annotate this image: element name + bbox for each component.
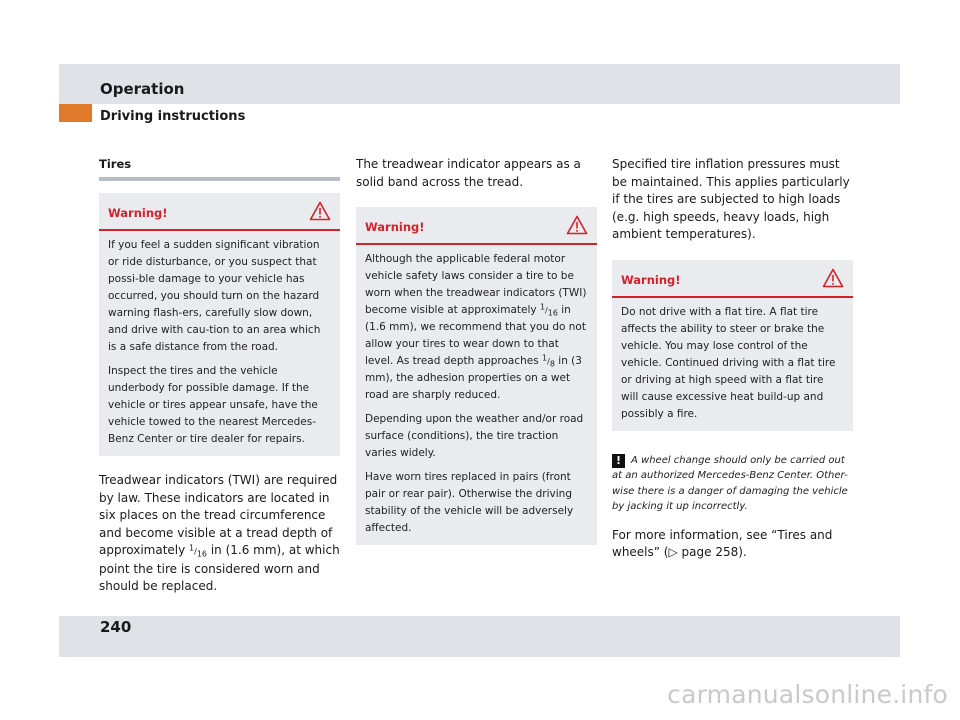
subsection-title: Driving instructions — [100, 109, 246, 124]
treadwear-intro: The treadwear indicator appears as a solid band across the tread. — [356, 157, 581, 189]
warning-text: in (3 mm), the adhesion properties on a wet road are sharply reduced. — [365, 355, 582, 401]
arrow-right-icon: ▷ — [668, 545, 678, 559]
more-info-text: For more information, see “Tires and wheels” ( — [612, 527, 833, 559]
exclamation-icon: ! — [612, 454, 625, 468]
column-1 — [99, 150, 340, 596]
fraction-denominator: 8 — [549, 359, 555, 369]
page-reference-link[interactable]: page 258 — [677, 545, 739, 559]
watermark: carmanualsonline.info — [667, 680, 948, 709]
warning-text: Although the applicable federal motor vehicle safety laws consider a tire to be worn when the treadwear indicators (TWI) become visible at approximately — [365, 253, 587, 316]
warning-box-vibration — [99, 193, 340, 456]
fraction-slash: / — [545, 306, 548, 315]
warning-header — [356, 207, 597, 245]
fraction — [539, 302, 558, 318]
warning-box-flat-tire — [612, 260, 853, 431]
warning-box-tread — [356, 207, 597, 545]
fraction-denominator: 16 — [547, 308, 558, 318]
warning-triangle-icon — [822, 268, 844, 288]
column-3 — [612, 150, 853, 562]
warning-paragraph: Depending upon the weather and/or road surface (conditions), the tire traction varies widely. — [365, 413, 584, 459]
warning-body — [99, 231, 340, 456]
section-title: Operation — [100, 80, 185, 98]
warning-title: Warning! — [365, 220, 425, 234]
tires-heading: Tires — [99, 150, 340, 181]
warning-triangle-icon — [309, 201, 331, 221]
warning-paragraph — [365, 251, 588, 404]
warning-text: in (1.6 mm), we recommend that you do not allow your tires to wear down to that level. As tread depth approaches — [365, 304, 586, 367]
warning-title: Warning! — [108, 206, 168, 220]
fraction-slash: / — [547, 357, 550, 366]
fraction-numerator: 1 — [539, 302, 546, 312]
column-2 — [356, 150, 597, 545]
page-number: 240 — [100, 618, 132, 636]
twi-paragraph — [99, 472, 340, 596]
note-paragraph — [612, 453, 853, 515]
warning-header — [99, 193, 340, 231]
fraction — [189, 543, 208, 559]
fraction-denominator: 16 — [196, 549, 208, 559]
twi-text: in (1.6 mm), at which point the tire is considered worn and should be replaced. — [99, 543, 340, 593]
warning-triangle-icon — [566, 215, 588, 235]
fraction-numerator: 1 — [542, 353, 548, 363]
warning-paragraph: Have worn tires replaced in pairs (front pair or rear pair). Otherwise the driving stability of the vehicle will be adversely affected. — [365, 471, 574, 534]
header-band — [59, 64, 900, 104]
warning-body — [612, 298, 853, 431]
section-tab-marker — [59, 104, 92, 122]
warning-paragraph: Do not drive with a flat tire. A flat tire affects the ability to steer or brake the vehicle. You may lose control of the vehicle. Continued driving with a flat tire or driving at high speed with a flat tire will cause excessive heat build-up and possibly a fire. — [621, 305, 836, 420]
fraction-numerator: 1 — [189, 543, 195, 553]
more-info-text: ). — [738, 545, 747, 559]
footer-band — [59, 616, 900, 657]
warning-paragraph: If you feel a sudden significant vibration or ride disturbance, or you suspect that possi-ble damage to your vehicle has occurred, you should turn on the hazard warning flash-ers, carefully slow down, and drive with cau-tion to an area which is a safe distance from the road. — [108, 239, 321, 353]
twi-text: Treadwear indicators (TWI) are required by law. These indicators are located in six places on the tread circumference and become visible at a tread depth of approximately — [99, 473, 338, 557]
warning-title: Warning! — [621, 272, 681, 287]
fraction — [542, 353, 555, 369]
warning-paragraph: Inspect the tires and the vehicle underbody for possible damage. If the vehicle or tires appear unsafe, have the vehicle towed to the nearest Mercedes-Benz Center or tire dealer for repairs. — [108, 365, 318, 445]
warning-body — [356, 245, 597, 545]
fraction-slash: / — [194, 547, 197, 556]
note-text: A wheel change should only be carried out at an authorized Mercedes-Benz Center. Other-wise there is a danger of damaging the vehicle by jacking it up incorrectly. — [612, 454, 848, 512]
warning-header — [612, 260, 853, 298]
pressure-intro: Specified tire inflation pressures must be maintained. This applies particularly if the tires are subjected to high loads (e.g. high speeds, heavy loads, high ambient temperatures). — [612, 157, 850, 241]
more-info-paragraph — [612, 527, 853, 562]
